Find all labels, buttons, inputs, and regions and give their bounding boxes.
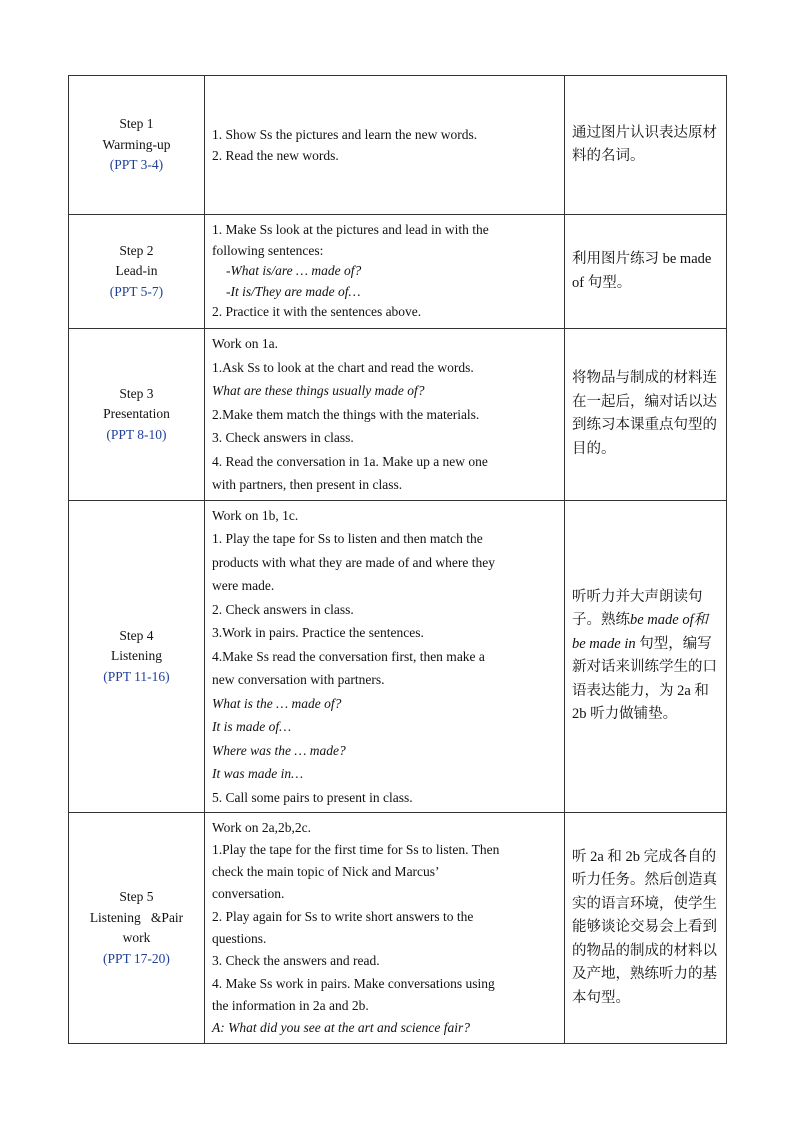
purpose-text: 通过图片认识表达原材料的名词。: [572, 124, 717, 164]
procedure-line: It is made of…: [212, 719, 292, 734]
procedure-line: new conversation with partners.: [212, 672, 385, 687]
procedure-line: A: What did you see at the art and science fair?: [212, 1020, 470, 1036]
ppt-range: (PPT 8-10): [106, 426, 167, 442]
procedure-line: Work on 1b, 1c.: [212, 507, 299, 523]
procedure-line: 1.Play the tape for the first time for Ss to listen. Then: [212, 841, 500, 857]
step-name-continued: work: [122, 930, 151, 945]
procedure-line: check the main topic of Nick and Marcus’: [212, 864, 440, 880]
procedure-line: 3. Check the answers and read.: [212, 953, 380, 969]
procedure-line: 2. Check answers in class.: [212, 601, 354, 617]
procedure-line: 2. Practice it with the sentences above.: [212, 304, 422, 320]
procedure-line: 4. Read the conversation in 1a. Make up a new one: [212, 453, 488, 469]
procedure-line: 3.Work in pairs. Practice the sentences.: [212, 625, 424, 640]
purpose-segment: 句型，编写新对话来训练学生的口语表达能力，为 2a 和 2b 听力做铺垫。: [572, 635, 717, 723]
step-number: Step 3: [119, 385, 154, 401]
procedure-line: 2.Make them match the things with the materials.: [212, 406, 480, 422]
procedure-line: questions.: [212, 931, 267, 946]
purpose-segment: 和: [693, 612, 709, 629]
purpose-cell: [565, 813, 727, 1044]
step-number: Step 1: [119, 116, 154, 132]
purpose-cell: [565, 500, 727, 813]
step-cell: [69, 500, 205, 813]
purpose-segment: be made in: [572, 635, 636, 652]
step-cell: [69, 76, 205, 215]
step-cell: [69, 813, 205, 1044]
purpose-segment: be made of: [630, 612, 694, 629]
procedure-line: 1. Show Ss the pictures and learn the new words.: [212, 127, 478, 142]
step-number: Step 2: [119, 242, 154, 258]
step-cell: [69, 329, 205, 501]
step-number: Step 5: [119, 889, 154, 904]
procedure-line: What is the … made of?: [212, 695, 342, 711]
procedure-line: with partners, then present in class.: [212, 477, 403, 492]
procedure-line: 2. Play again for Ss to write short answers to the: [212, 908, 474, 924]
purpose-segment: 听听力并大声朗读句子。熟练: [572, 588, 703, 629]
procedure-line: 1.Ask Ss to look at the chart and read the words.: [212, 359, 474, 375]
procedure-line: 4. Make Ss work in pairs. Make conversations using: [212, 975, 495, 991]
procedure-cell: [205, 329, 565, 501]
procedure-line: following sentences:: [212, 242, 324, 258]
step-number: Step 4: [119, 627, 154, 643]
purpose-text: [572, 589, 717, 723]
procedure-line: conversation.: [212, 886, 285, 902]
step-name: Listening &Pair: [89, 909, 184, 925]
procedure-line: 1. Play the tape for Ss to listen and then match the: [212, 531, 483, 546]
step-name: Presentation: [103, 406, 170, 421]
procedure-line: Work on 2a,2b,2c.: [212, 819, 312, 835]
step-name: Listening: [111, 648, 162, 663]
table-row: [69, 76, 727, 215]
procedure-line: -It is/They are made of…: [226, 283, 361, 299]
table-row: [69, 500, 727, 813]
procedure-cell: [205, 813, 565, 1044]
procedure-line: 2. Read the new words.: [212, 148, 339, 163]
procedure-line: -What is/are … made of?: [226, 263, 362, 279]
procedure-cell: [205, 76, 565, 215]
procedure-cell: [205, 500, 565, 813]
ppt-range: (PPT 11-16): [103, 668, 170, 684]
procedure-line: 4.Make Ss read the conversation first, then make a: [212, 648, 485, 664]
procedure-line: were made.: [212, 578, 275, 593]
purpose-cell: [565, 215, 727, 329]
step-name: Warming-up: [102, 136, 171, 152]
purpose-text: 将物品与制成的材料连在一起后，编对话以达到练习本课重点句型的目的。: [572, 370, 717, 457]
procedure-line: 5. Call some pairs to present in class.: [212, 789, 413, 805]
purpose-cell: [565, 329, 727, 501]
procedure-line: What are these things usually made of?: [212, 383, 425, 398]
table-row: [69, 813, 727, 1044]
ppt-range: (PPT 5-7): [109, 283, 164, 299]
step-cell: [69, 215, 205, 329]
procedure-line: the information in 2a and 2b.: [212, 997, 369, 1013]
ppt-range: (PPT 17-20): [103, 950, 170, 966]
purpose-cell: [565, 76, 727, 215]
procedure-line: Where was the … made?: [212, 742, 346, 758]
procedure-cell: [205, 215, 565, 329]
procedure-line: It was made in…: [212, 766, 304, 781]
purpose-text: 听 2a 和 2b 完成各自的听力任务。然后创造真实的语言环境，使学生能够谈论交易会上看到的物品的制成的材料以及产地，熟练听力的基本句型。: [572, 848, 717, 1006]
procedure-line: products with what they are made of and where they: [212, 554, 496, 570]
procedure-line: 3. Check answers in class.: [212, 430, 354, 445]
ppt-range: (PPT 3-4): [109, 157, 164, 173]
purpose-text: 利用图片练习 be made of 句型。: [572, 251, 712, 291]
procedure-line: 1. Make Ss look at the pictures and lead in with the: [212, 222, 489, 238]
table-row: [69, 215, 727, 329]
table-row: [69, 329, 727, 501]
lesson-plan-table: [68, 75, 727, 1044]
step-name: Lead-in: [115, 263, 158, 279]
procedure-line: Work on 1a.: [212, 336, 279, 351]
